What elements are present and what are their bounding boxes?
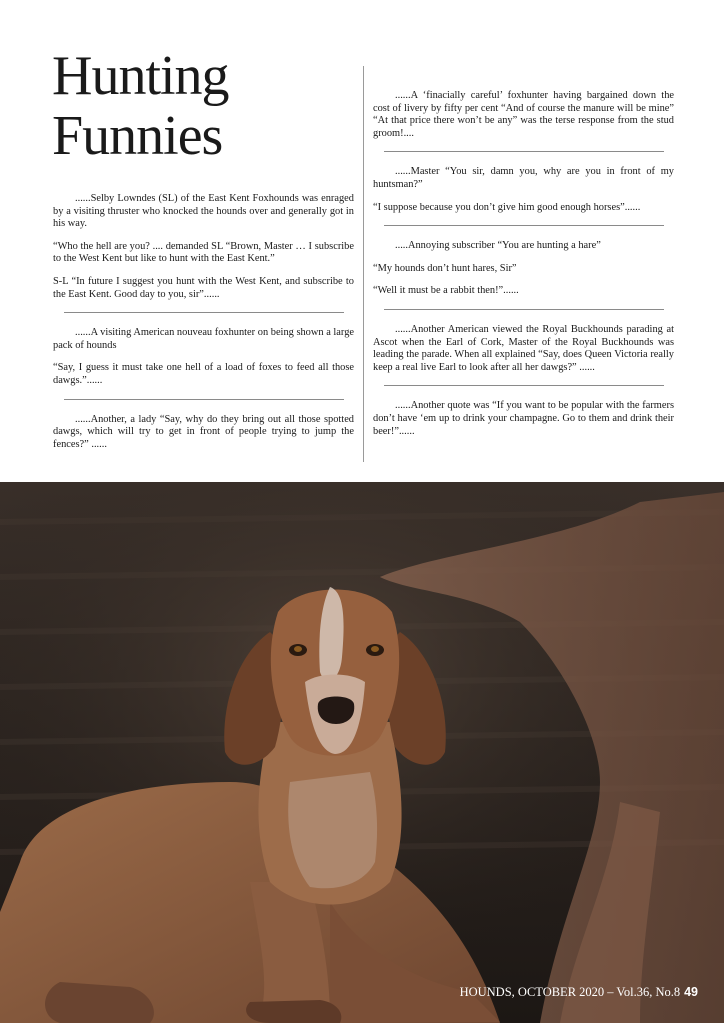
article-paragraph: “Who the hell are you? .... demanded SL “Brown, Master … I subscribe to the West Kent but like to hunt with the East Kent.” bbox=[53, 240, 354, 265]
article-paragraph: ......A visiting American nouveau foxhunter on being shown a large pack of hounds bbox=[53, 327, 354, 351]
right-column bbox=[373, 90, 674, 448]
page-number: 49 bbox=[684, 985, 698, 999]
article-paragraph: ......Selby Lowndes (SL) of the East Kent Foxhounds was enraged by a visiting thruster who knocked the hounds over and generally got in his way. bbox=[53, 193, 354, 230]
hound-photo bbox=[0, 482, 724, 1023]
article-paragraph: “Say, I guess it must take one hell of a load of foxes to feed all those dawgs.”...... bbox=[53, 362, 354, 386]
left-column bbox=[53, 193, 354, 461]
article-paragraph: “I suppose because you don’t give him good enough horses”...... bbox=[373, 201, 641, 213]
article-paragraph: ......Another American viewed the Royal Buckhounds parading at Ascot when the Earl of Cork, Master of the Royal Buckhounds was leading the parade. When all explained “Say, does Queen Victoria really keep a real live Earl to look after all her dawgs?” ...... bbox=[373, 323, 674, 373]
title-line-1: Hunting bbox=[52, 45, 229, 107]
page-footer bbox=[460, 985, 698, 1000]
article-title bbox=[52, 46, 352, 166]
separator-rule bbox=[384, 309, 664, 310]
article-paragraph: S-L “In future I suggest you hunt with the West Kent, and subscribe to the East Kent. Good day to you, sir”...... bbox=[53, 275, 354, 300]
column-divider bbox=[363, 66, 364, 462]
article-paragraph: ......Master “You sir, damn you, why are you in front of my huntsman?” bbox=[373, 166, 674, 190]
article-paragraph: ......Another, a lady “Say, why do they bring out all those spotted dawgs, which will try to get in front of people trying to jump the fences?” ...... bbox=[53, 413, 354, 450]
separator-rule bbox=[384, 151, 664, 152]
separator-rule bbox=[384, 385, 664, 386]
publication-info: HOUNDS, OCTOBER 2020 – Vol.36, No.8 bbox=[459, 985, 681, 999]
article-paragraph: “Well it must be a rabbit then!”...... bbox=[373, 285, 519, 297]
article-paragraph: “My hounds don’t hunt hares, Sir” bbox=[373, 262, 517, 274]
separator-rule bbox=[64, 399, 344, 400]
title-line-2: Funnies bbox=[52, 105, 223, 167]
article-paragraph: ......Another quote was “If you want to be popular with the farmers don’t have ‘em up to drink your champagne. Go to them and drink their beer!”...... bbox=[373, 400, 674, 437]
article-paragraph: ......A ‘finacially careful’ foxhunter having bargained down the cost of livery by fifty per cent “And of course the manure will be mine” “At that price there won’t be any” was the terse response from the stud groom!.... bbox=[373, 90, 674, 139]
separator-rule bbox=[384, 225, 664, 226]
separator-rule bbox=[64, 312, 344, 313]
article-paragraph: .....Annoying subscriber “You are hunting a hare” bbox=[395, 240, 601, 252]
